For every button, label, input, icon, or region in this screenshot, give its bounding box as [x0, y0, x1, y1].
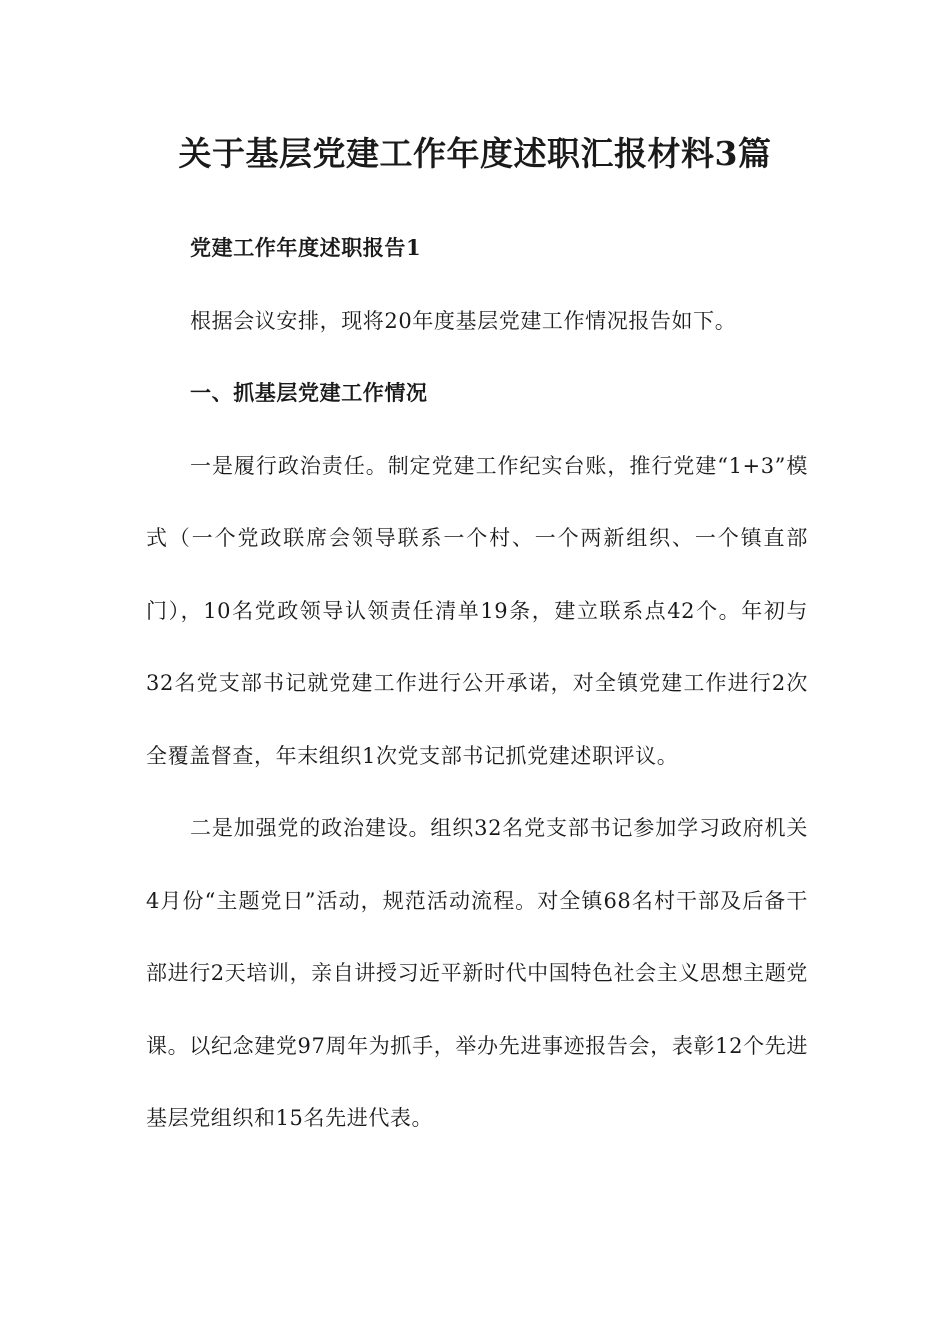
report-subtitle: 党建工作年度述职报告1 [190, 235, 422, 260]
document-body [146, 212, 808, 1155]
document-title: 关于基层党建工作年度述职汇报材料3篇 [178, 134, 772, 173]
body-paragraph: 一是履行政治责任。制定党建工作纪实台账，推行党建“1+3”模式（一个党政联席会领导联系一个村、一个两新组织、一个镇直部门），10名党政领导认领责任清单19条，建立联系点42个。年初与32名党支部书记就党建工作进行公开承诺，对全镇党建工作进行2次全覆盖督查，年末组织1次党支部书记抓党建述职评议。 [146, 453, 808, 768]
intro-paragraph: 根据会议安排，现将20年度基层党建工作情况报告如下。 [190, 308, 737, 333]
body-paragraph: 二是加强党的政治建设。组织32名党支部书记参加学习政府机关4月份“主题党日”活动，规范活动流程。对全镇68名村干部及后备干部进行2天培训，亲自讲授习近平新时代中国特色社会主义思想主题党课。以纪念建党97周年为抓手，举办先进事迹报告会，表彰12个先进基层党组织和15名先进代表。 [146, 816, 808, 1130]
section-heading: 一、抓基层党建工作情况 [190, 380, 428, 405]
